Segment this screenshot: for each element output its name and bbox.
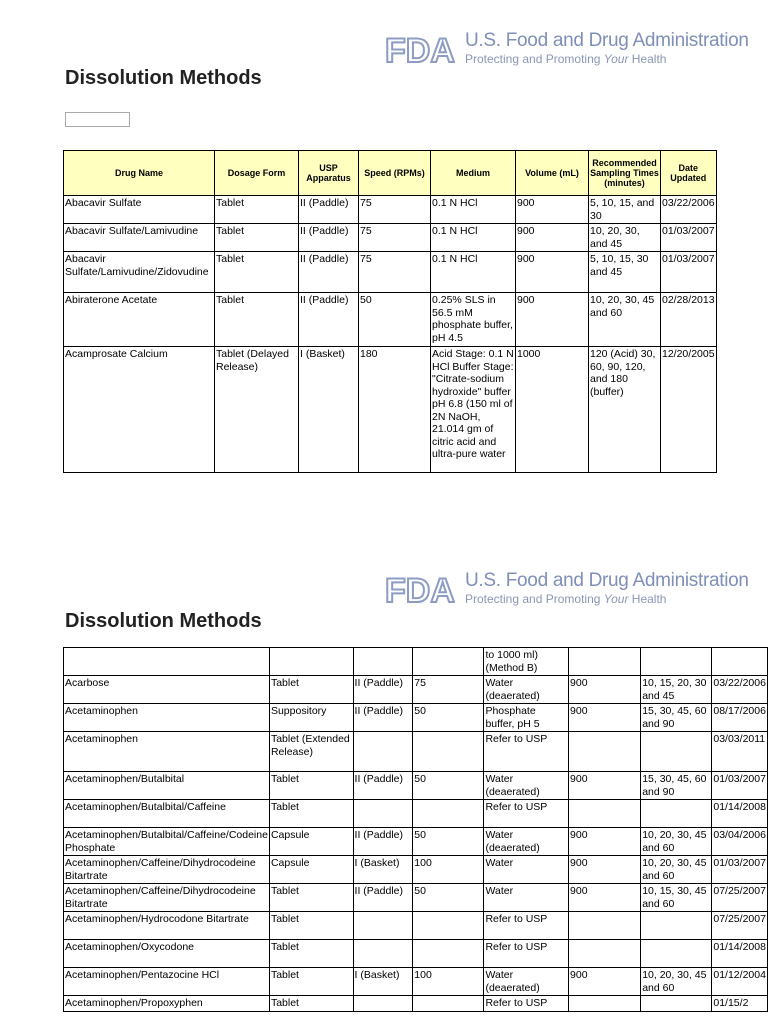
date-updated-cell: 02/28/2013 — [661, 293, 717, 347]
drug-name-cell: Acetaminophen/Pentazocine HCl — [64, 968, 270, 996]
sampling-times-cell: 15, 30, 45, 60 and 90 — [641, 704, 712, 732]
date-updated-cell: 03/22/2006 — [712, 676, 768, 704]
table-row — [64, 772, 768, 800]
dosage-form-cell: Tablet — [215, 293, 299, 347]
medium-cell: Acid Stage: 0.1 N HCl Buffer Stage: "Citrate-sodium hydroxide" buffer pH 6.8 (150 ml of 2N NaOH, 21.014 gm of citric acid and ultra-pure water — [431, 347, 516, 473]
table-row — [64, 884, 768, 912]
table-row — [64, 940, 768, 968]
header-cell: Dosage Form — [215, 151, 299, 196]
volume-cell: 1000 — [516, 347, 589, 473]
table-row — [64, 800, 768, 828]
header-cell: Date Updated — [661, 151, 717, 196]
medium-cell: to 1000 ml) (Method B) — [484, 648, 569, 676]
usp-apparatus-cell — [353, 732, 413, 772]
dosage-form-cell: Suppository — [269, 704, 353, 732]
sampling-times-cell: 120 (Acid) 30, 60, 90, 120, and 180 (buffer) — [589, 347, 661, 473]
drug-name-cell: Acetaminophen/Butalbital — [64, 772, 270, 800]
page-title: Dissolution Methods — [65, 610, 262, 632]
speed-cell — [413, 940, 484, 968]
table-header-row — [64, 151, 717, 196]
medium-cell: Refer to USP — [484, 912, 569, 940]
fda-tagline: Protecting and Promoting Your Health — [465, 592, 667, 606]
medium-cell: Water — [484, 856, 569, 884]
medium-cell: Refer to USP — [484, 940, 569, 968]
drug-name-cell: Acetaminophen — [64, 704, 270, 732]
usp-apparatus-cell: II (Paddle) — [353, 772, 413, 800]
fda-tagline: Protecting and Promoting Your Health — [465, 52, 667, 66]
drug-name-cell: Abiraterone Acetate — [64, 293, 215, 347]
fda-logo — [385, 570, 749, 606]
drug-name-cell — [64, 648, 270, 676]
volume-cell — [569, 732, 641, 772]
drug-name-cell: Acetaminophen/Butalbital/Caffeine — [64, 800, 270, 828]
drug-name-cell: Acetaminophen/Oxycodone — [64, 940, 270, 968]
date-updated-cell: 01/14/2008 — [712, 800, 768, 828]
volume-cell — [569, 912, 641, 940]
dosage-form-cell: Tablet — [269, 772, 353, 800]
drug-name-cell: Abacavir Sulfate — [64, 196, 215, 224]
drug-name-cell: Abacavir Sulfate/Lamivudine — [64, 224, 215, 252]
drug-name-cell: Abacavir Sulfate/Lamivudine/Zidovudine — [64, 252, 215, 293]
sampling-times-cell: 10, 15, 30, 45 and 60 — [641, 884, 712, 912]
sampling-times-cell — [641, 732, 712, 772]
date-updated-cell: 07/25/2007 — [712, 912, 768, 940]
date-updated-cell: 01/03/2007 — [661, 252, 717, 293]
dosage-form-cell — [269, 648, 353, 676]
fda-name: U.S. Food and Drug Administration — [465, 570, 749, 591]
header-cell: Medium — [431, 151, 516, 196]
speed-cell: 50 — [413, 704, 484, 732]
usp-apparatus-cell: II (Paddle) — [353, 884, 413, 912]
medium-cell: Water (deaerated) — [484, 828, 569, 856]
medium-cell: Phosphate buffer, pH 5 — [484, 704, 569, 732]
volume-cell: 900 — [569, 676, 641, 704]
volume-cell: 900 — [516, 196, 589, 224]
date-updated-cell: 01/12/2004 — [712, 968, 768, 996]
date-updated-cell — [712, 648, 768, 676]
medium-cell: 0.1 N HCl — [431, 224, 516, 252]
speed-cell: 50 — [413, 772, 484, 800]
usp-apparatus-cell — [353, 912, 413, 940]
speed-cell: 75 — [359, 252, 431, 293]
table-row — [64, 293, 717, 347]
speed-cell: 50 — [413, 828, 484, 856]
date-updated-cell: 01/15/2 — [712, 996, 768, 1012]
volume-cell — [569, 940, 641, 968]
dosage-form-cell: Tablet — [269, 940, 353, 968]
date-updated-cell: 08/17/2006 — [712, 704, 768, 732]
speed-cell: 50 — [413, 884, 484, 912]
dissolution-table — [63, 647, 768, 1012]
dosage-form-cell: Tablet — [215, 252, 299, 293]
volume-cell — [569, 800, 641, 828]
page-title: Dissolution Methods — [65, 67, 262, 89]
volume-cell: 900 — [569, 828, 641, 856]
sampling-times-cell — [641, 996, 712, 1012]
speed-cell — [413, 996, 484, 1012]
header-cell: Drug Name — [64, 151, 215, 196]
date-updated-cell: 01/14/2008 — [712, 940, 768, 968]
dosage-form-cell: Tablet — [269, 676, 353, 704]
drug-name-cell: Acamprosate Calcium — [64, 347, 215, 473]
table-row — [64, 912, 768, 940]
sampling-times-cell — [641, 648, 712, 676]
volume-cell — [569, 996, 641, 1012]
speed-cell: 100 — [413, 968, 484, 996]
volume-cell: 900 — [516, 224, 589, 252]
sampling-times-cell: 10, 20, 30, 45 and 60 — [641, 856, 712, 884]
volume-cell: 900 — [516, 293, 589, 347]
table-row — [64, 676, 768, 704]
table-row — [64, 828, 768, 856]
table-row — [64, 704, 768, 732]
fda-name: U.S. Food and Drug Administration — [465, 30, 749, 51]
fda-logo-icon — [385, 32, 455, 66]
sampling-times-cell — [641, 912, 712, 940]
usp-apparatus-cell: II (Paddle) — [299, 224, 359, 252]
header-cell: Recommended Sampling Times (minutes) — [589, 151, 661, 196]
table-row — [64, 252, 717, 293]
table-row — [64, 732, 768, 772]
fda-logo-icon — [385, 572, 455, 606]
drug-name-cell: Acetaminophen — [64, 732, 270, 772]
drug-name-cell: Acetaminophen/Propoxyphen — [64, 996, 270, 1012]
date-updated-cell: 12/20/2005 — [661, 347, 717, 473]
sampling-times-cell — [641, 800, 712, 828]
speed-cell: 75 — [359, 224, 431, 252]
document-page-2 — [0, 540, 768, 1024]
drug-name-cell: Acetaminophen/Caffeine/Dihydrocodeine Bitartrate — [64, 884, 270, 912]
sampling-times-cell: 10, 20, 30, 45 and 60 — [589, 293, 661, 347]
svg-text:FDA: FDA — [385, 572, 455, 606]
sampling-times-cell — [641, 940, 712, 968]
dissolution-table — [63, 150, 717, 473]
date-updated-cell: 01/03/2007 — [661, 224, 717, 252]
speed-cell — [413, 912, 484, 940]
medium-cell: Water (deaerated) — [484, 968, 569, 996]
usp-apparatus-cell — [353, 996, 413, 1012]
medium-cell: 0.1 N HCl — [431, 252, 516, 293]
usp-apparatus-cell: I (Basket) — [299, 347, 359, 473]
medium-cell: Refer to USP — [484, 800, 569, 828]
usp-apparatus-cell: II (Paddle) — [353, 676, 413, 704]
sampling-times-cell: 10, 20, 30, and 45 — [589, 224, 661, 252]
dosage-form-cell: Capsule — [269, 856, 353, 884]
volume-cell: 900 — [569, 704, 641, 732]
volume-cell: 900 — [569, 856, 641, 884]
usp-apparatus-cell — [353, 940, 413, 968]
sampling-times-cell: 15, 30, 45, 60 and 90 — [641, 772, 712, 800]
usp-apparatus-cell — [353, 800, 413, 828]
sampling-times-cell: 5, 10, 15, 30 and 45 — [589, 252, 661, 293]
header-cell: Speed (RPMs) — [359, 151, 431, 196]
medium-cell: 0.1 N HCl — [431, 196, 516, 224]
header-cell: USP Apparatus — [299, 151, 359, 196]
dosage-form-cell: Tablet — [269, 884, 353, 912]
dosage-form-cell: Tablet — [269, 800, 353, 828]
volume-cell — [569, 648, 641, 676]
empty-input-box[interactable] — [65, 112, 130, 127]
speed-cell — [413, 800, 484, 828]
date-updated-cell: 01/03/2007 — [712, 772, 768, 800]
speed-cell: 50 — [359, 293, 431, 347]
table-row — [64, 224, 717, 252]
volume-cell: 900 — [569, 772, 641, 800]
svg-text:FDA: FDA — [385, 32, 455, 66]
usp-apparatus-cell — [353, 648, 413, 676]
table-row — [64, 996, 768, 1012]
dosage-form-cell: Tablet (Delayed Release) — [215, 347, 299, 473]
table-row — [64, 648, 768, 676]
date-updated-cell: 03/03/2011 — [712, 732, 768, 772]
usp-apparatus-cell: I (Basket) — [353, 968, 413, 996]
speed-cell: 100 — [413, 856, 484, 884]
speed-cell: 75 — [413, 676, 484, 704]
dosage-form-cell: Tablet — [215, 224, 299, 252]
table-row — [64, 347, 717, 473]
drug-name-cell: Acarbose — [64, 676, 270, 704]
speed-cell: 75 — [359, 196, 431, 224]
volume-cell: 900 — [516, 252, 589, 293]
speed-cell: 180 — [359, 347, 431, 473]
fda-logo — [385, 30, 749, 66]
drug-name-cell: Acetaminophen/Butalbital/Caffeine/Codeine Phosphate — [65, 829, 268, 854]
dosage-form-cell: Capsule — [269, 828, 353, 856]
usp-apparatus-cell: I (Basket) — [353, 856, 413, 884]
usp-apparatus-cell: II (Paddle) — [299, 293, 359, 347]
medium-cell: Water (deaerated) — [484, 772, 569, 800]
table-row — [64, 196, 717, 224]
medium-cell: Water (deaerated) — [484, 676, 569, 704]
date-updated-cell: 03/04/2006 — [712, 828, 768, 856]
volume-cell: 900 — [569, 968, 641, 996]
dosage-form-cell: Tablet — [269, 996, 353, 1012]
speed-cell — [413, 732, 484, 772]
sampling-times-cell: 10, 20, 30, 45 and 60 — [641, 968, 712, 996]
usp-apparatus-cell: II (Paddle) — [353, 704, 413, 732]
volume-cell: 900 — [569, 884, 641, 912]
sampling-times-cell: 10, 15, 20, 30 and 45 — [641, 676, 712, 704]
medium-cell: Water — [484, 884, 569, 912]
usp-apparatus-cell: II (Paddle) — [299, 196, 359, 224]
date-updated-cell: 07/25/2007 — [712, 884, 768, 912]
dosage-form-cell: Tablet — [215, 196, 299, 224]
speed-cell — [413, 648, 484, 676]
sampling-times-cell: 10, 20, 30, 45 and 60 — [641, 828, 712, 856]
dosage-form-cell: Tablet (Extended Release) — [269, 732, 353, 772]
usp-apparatus-cell: II (Paddle) — [299, 252, 359, 293]
usp-apparatus-cell: II (Paddle) — [353, 828, 413, 856]
date-updated-cell: 01/03/2007 — [712, 856, 768, 884]
dosage-form-cell: Tablet — [269, 912, 353, 940]
medium-cell: Refer to USP — [484, 996, 569, 1012]
drug-name-cell: Acetaminophen/Caffeine/Dihydrocodeine Bitartrate — [64, 856, 270, 884]
header-cell: Volume (mL) — [516, 151, 589, 196]
date-updated-cell: 03/22/2006 — [661, 196, 717, 224]
sampling-times-cell: 5, 10, 15, and 30 — [589, 196, 661, 224]
dosage-form-cell: Tablet — [269, 968, 353, 996]
medium-cell: 0.25% SLS in 56.5 mM phosphate buffer, pH 4.5 — [431, 293, 516, 347]
table-row — [64, 968, 768, 996]
table-row — [64, 856, 768, 884]
drug-name-cell: Acetaminophen/Hydrocodone Bitartrate — [64, 912, 270, 940]
medium-cell: Refer to USP — [484, 732, 569, 772]
